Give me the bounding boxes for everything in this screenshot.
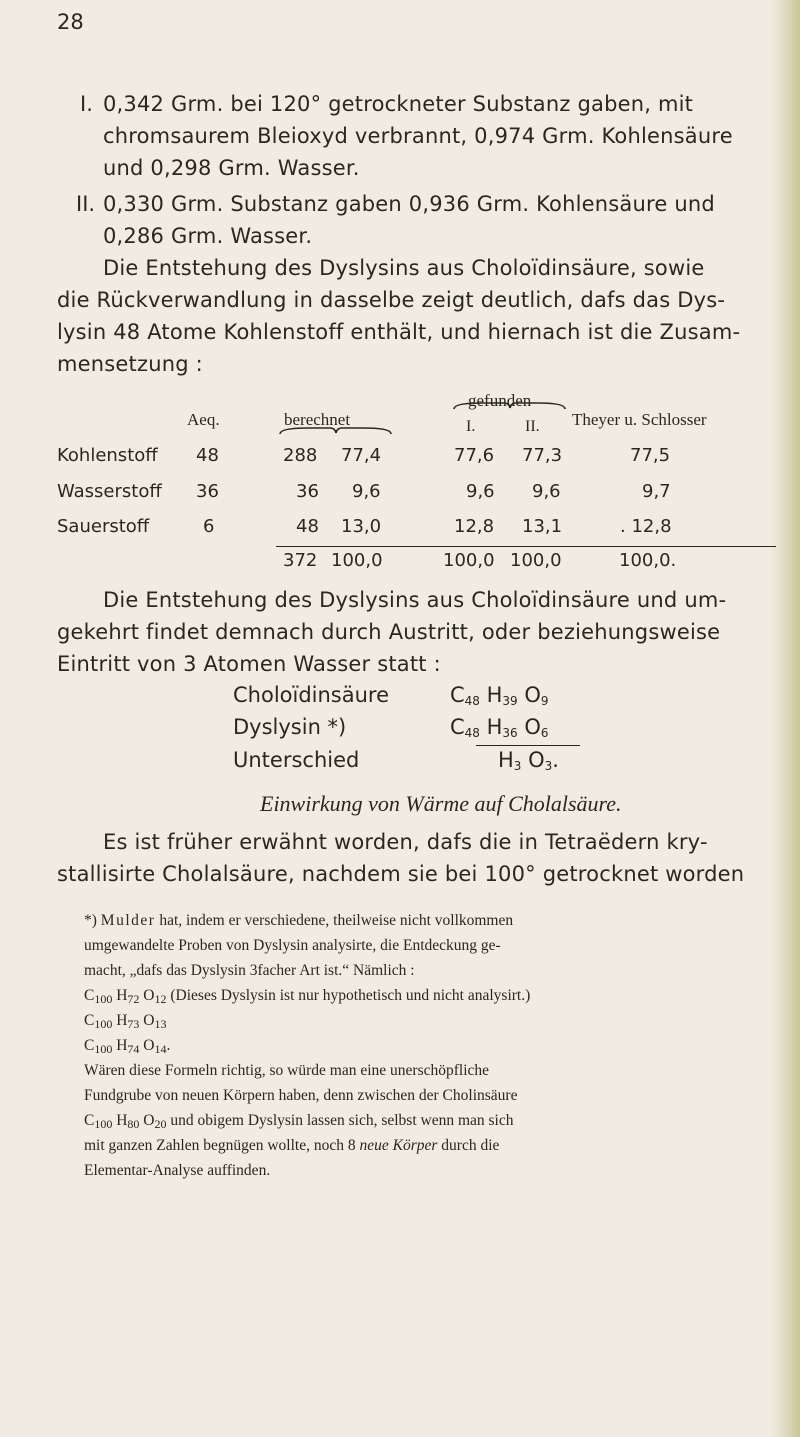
cell-aeq: 48 [196, 445, 219, 466]
section-title: Einwirkung von Wärme auf Cholalsäure. [260, 791, 622, 816]
element-name: Sauerstoff [57, 516, 150, 537]
analysis-i [103, 88, 783, 184]
cell-found-i: 77,6 [454, 445, 495, 466]
text-line: Es ist früher erwähnt worden, dafs die in Tetraëdern kry- [103, 830, 708, 854]
footnote-formula: $C_{100}$ $H_{74}$ $O_{14}$. [84, 1037, 171, 1056]
footnote-line: mit ganzen Zahlen begnügen wollte, noch 8 neue Körper durch die [84, 1137, 500, 1154]
difference-rule [476, 745, 580, 746]
cell-theyer-schlosser: 9,7 [642, 481, 671, 502]
header-gefunden: gefunden [468, 391, 532, 410]
formula-name: Choloïdinsäure [233, 683, 390, 707]
cell-found-i: 12,8 [454, 516, 495, 537]
element-name: Kohlenstoff [57, 445, 158, 466]
page-number: 28 [57, 10, 84, 34]
footnote-line: *) Mulder hat, indem er verschiedene, theilweise nicht vollkommen [84, 912, 514, 929]
paragraph-1 [57, 252, 787, 380]
analysis-number: I. [80, 92, 93, 116]
brace-gefunden [452, 401, 567, 411]
footnote-line: Wären diese Formeln richtig, so würde man eine unerschöpfliche [84, 1062, 490, 1079]
header-theyer-schlosser: Theyer u. Schlosser [572, 410, 707, 429]
cell-aeq: 36 [196, 481, 219, 502]
text-line: 0,286 Grm. Wasser. [103, 224, 313, 248]
text-line: Eintritt von 3 Atomen Wasser statt : [57, 652, 441, 676]
header-aeq: Aeq. [187, 410, 220, 429]
cell-theyer-schlosser: 77,5 [630, 445, 671, 466]
text-line: Die Entstehung des Dyslysins aus Choloïdinsäure und um- [103, 588, 727, 612]
text-line: und 0,298 Grm. Wasser. [103, 156, 360, 180]
text-line: 0,342 Grm. bei 120° getrockneter Substanz gaben, mit [103, 92, 694, 116]
cell-calc-pct: 9,6 [352, 481, 381, 502]
cell-calc-abs: 36 [296, 481, 319, 502]
cell-calc-pct: 77,4 [341, 445, 382, 466]
text-line: die Rückverwandlung in dasselbe zeigt deutlich, dafs das Dys- [57, 288, 726, 312]
cell-calc-abs: 48 [296, 516, 319, 537]
cell-calc-pct: 13,0 [341, 516, 382, 537]
cell-found-i: 9,6 [466, 481, 495, 502]
cell-found-ii: 77,3 [522, 445, 563, 466]
cell-theyer-schlosser: . 12,8 [620, 516, 672, 537]
footnote-formula: $C_{100}$ $H_{72}$ $O_{12}$ (Dieses Dyslysin ist nur hypothetisch und nicht analysirt.) [84, 987, 531, 1006]
text-line: lysin 48 Atome Kohlenstoff enthält, und hiernach ist die Zusam- [57, 320, 741, 344]
total-theyer-schlosser: 100,0. [619, 550, 677, 571]
total-found-ii: 100,0 [510, 550, 562, 571]
footnote-line: umgewandelte Proben von Dyslysin analysirte, die Entdeckung ge- [84, 937, 501, 954]
text-line: 0,330 Grm. Substanz gaben 0,936 Grm. Kohlensäure und [103, 192, 715, 216]
total-calc-pct: 100,0 [331, 550, 383, 571]
paragraph-3 [57, 826, 787, 890]
cell-found-ii: 9,6 [532, 481, 561, 502]
text-line: gekehrt findet demnach durch Austritt, oder beziehungsweise [57, 620, 721, 644]
analysis-number: II. [76, 192, 96, 216]
footnote-line: Fundgrube von neuen Körpern haben, denn zwischen der Cholinsäure [84, 1087, 518, 1104]
cell-aeq: 6 [203, 516, 215, 537]
formula-name: Unterschied [233, 748, 360, 772]
header-ii: II. [525, 418, 540, 435]
footnote-line: $C_{100}$ $H_{80}$ $O_{20}$ und obigem Dyslysin lassen sich, selbst wenn man sich [84, 1112, 514, 1131]
text-line: Die Entstehung des Dyslysins aus Choloïdinsäure, sowie [103, 256, 705, 280]
text-line: chromsaurem Bleioxyd verbrannt, 0,974 Grm. Kohlensäure [103, 124, 733, 148]
brace-berechnet [278, 426, 393, 436]
header-berechnet: berechnet [284, 410, 351, 429]
formula: $C_{48}$ $H_{36}$ $O_6$ [450, 715, 549, 740]
text-line: mensetzung : [57, 352, 203, 376]
footnote-mark: *) [84, 912, 97, 929]
analysis-ii [103, 188, 783, 252]
footnote-line: macht, „dafs das Dyslysin 3facher Art ist.“ Nämlich : [84, 962, 415, 979]
footnote-line: Elementar-Analyse auffinden. [84, 1162, 271, 1179]
formula-name: Dyslysin *) [233, 715, 347, 739]
header-i: I. [466, 418, 476, 435]
formula: $C_{48}$ $H_{39}$ $O_9$ [450, 683, 549, 708]
text-line: stallisirte Cholalsäure, nachdem sie bei 100° getrocknet worden [57, 862, 745, 886]
paragraph-2 [57, 584, 787, 680]
footnote-author: Mulder [100, 912, 156, 929]
table-sum-rule [276, 546, 776, 547]
formula: $H_3$ $O_3$. [498, 748, 559, 773]
footnote-formula: $C_{100}$ $H_{73}$ $O_{13}$ [84, 1012, 167, 1031]
cell-found-ii: 13,1 [522, 516, 563, 537]
element-name: Wasserstoff [57, 481, 162, 502]
cell-calc-abs: 288 [283, 445, 318, 466]
total-calc-abs: 372 [283, 550, 318, 571]
total-found-i: 100,0 [443, 550, 495, 571]
